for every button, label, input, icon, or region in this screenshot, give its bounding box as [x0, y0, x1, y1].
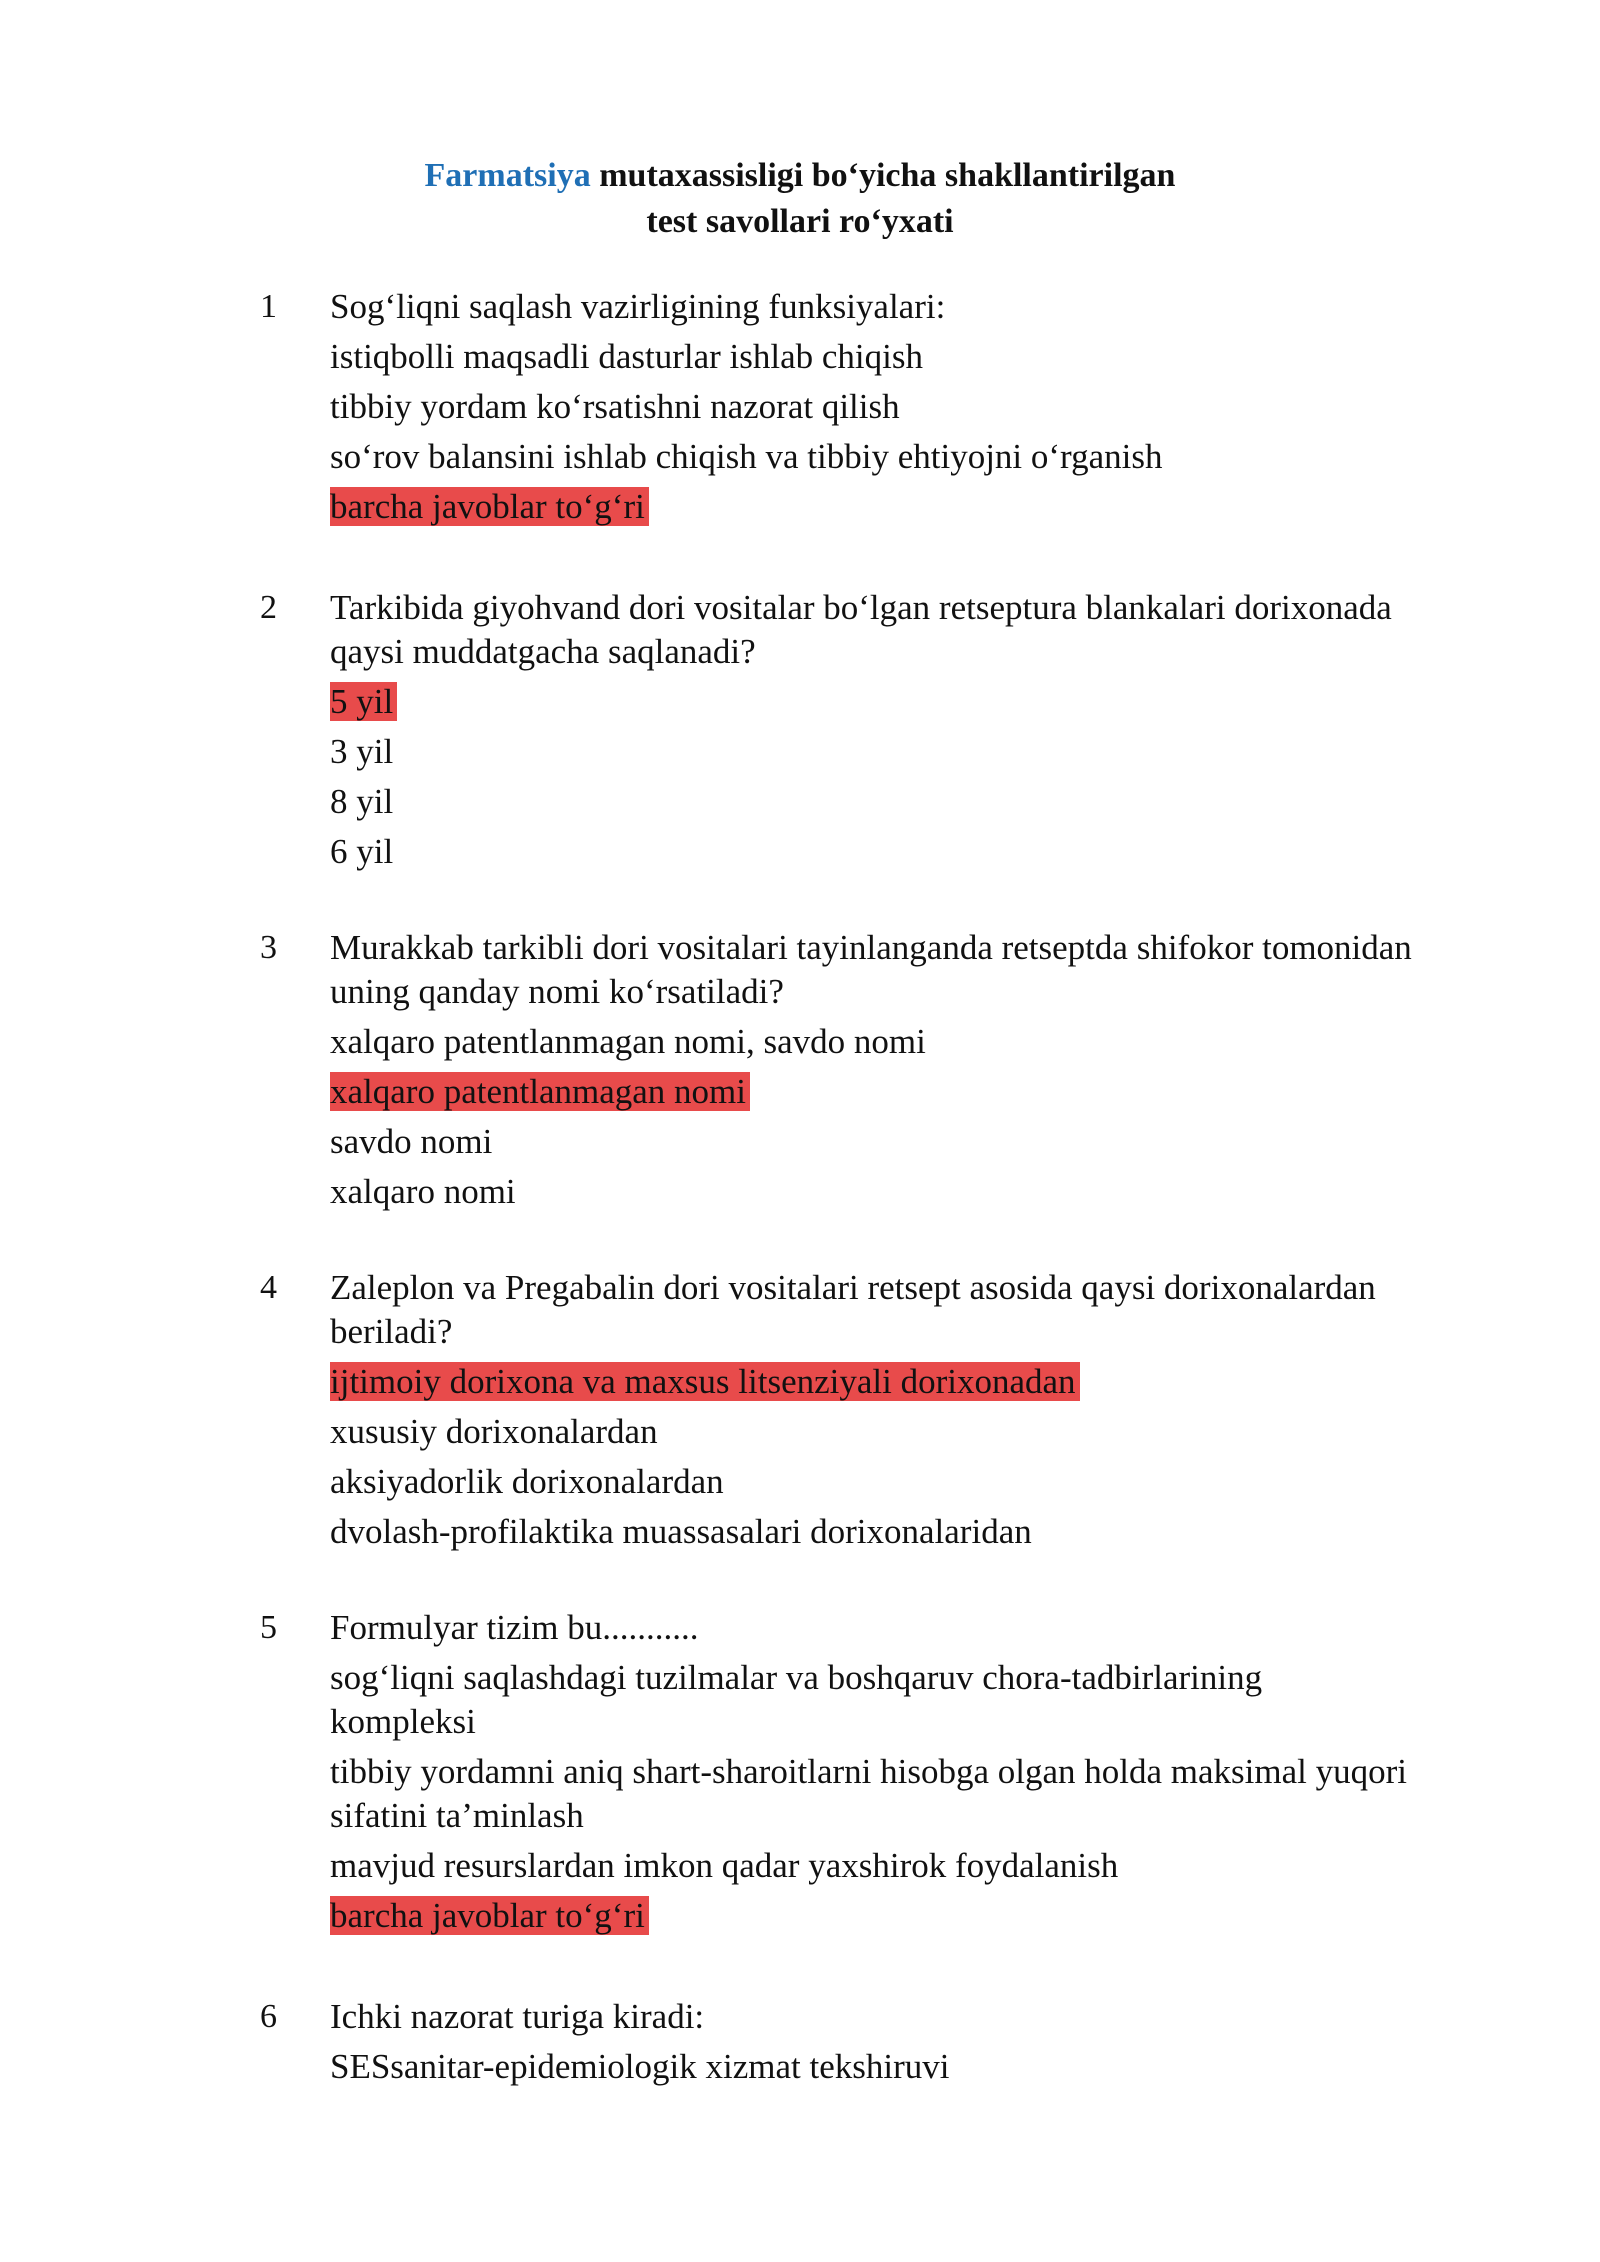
- answer-option: 6 yil: [330, 832, 394, 871]
- answer-option: xususiy dorixonalardan: [330, 1412, 658, 1451]
- question-stem: Tarkibida giyohvand dori vositalar bo‘lgan retseptura blankalari dorixonada qaysi muddatgacha saqlanadi?: [330, 588, 1392, 671]
- correct-answer-option: 5 yil: [330, 680, 1420, 724]
- answer-option: sog‘liqni saqlashdagi tuzilmalar va boshqaruv chora-tadbirlarining kompleksi: [330, 1658, 1263, 1741]
- answer-option: dvolash-profilaktika muassasalari dorixonalaridan: [330, 1512, 1032, 1551]
- question-number: 2: [260, 589, 277, 626]
- answer-option: tibbiy yordamni aniq shart-sharoitlarni hisobga olgan holda maksimal yuqori sifatini ta’minlash: [330, 1752, 1408, 1835]
- answer-option: savdo nomi: [330, 1122, 493, 1161]
- question-number: 5: [260, 1609, 277, 1646]
- question-stem: Murakkab tarkibli dori vositalari tayinlanganda retseptda shifokor tomonidan uning qanday nomi ko‘rsatiladi?: [330, 928, 1412, 1011]
- question-stem: Formulyar tizim bu...........: [330, 1608, 699, 1647]
- answer-option: 8 yil: [330, 782, 394, 821]
- answer-option: xalqaro nomi: [330, 1172, 516, 1211]
- title-rest: mutaxassisligi bo‘yicha shakllantirilgan: [599, 157, 1176, 194]
- correct-answer-option: barcha javoblar to‘g‘ri: [330, 485, 1420, 529]
- answer-option: tibbiy yordam ko‘rsatishni nazorat qilish: [330, 387, 900, 426]
- question-number: 1: [260, 288, 277, 325]
- question-stem: Ichki nazorat turiga kiradi:: [330, 1997, 705, 2036]
- answer-option: istiqbolli maqsadli dasturlar ishlab chiqish: [330, 337, 923, 376]
- correct-answer-option: xalqaro patentlanmagan nomi: [330, 1070, 1420, 1114]
- answer-option: 3 yil: [330, 732, 394, 771]
- document-title-line-1: [0, 153, 1600, 199]
- question-number: 4: [260, 1269, 277, 1306]
- question-stem: Sog‘liqni saqlash vazirligining funksiyalari:: [330, 287, 946, 326]
- answer-option: so‘rov balansini ishlab chiqish va tibbiy ehtiyojni o‘rganish: [330, 437, 1163, 476]
- question-number: 3: [260, 929, 277, 966]
- question-number: 6: [260, 1998, 277, 2035]
- answer-option: aksiyadorlik dorixonalardan: [330, 1462, 724, 1501]
- correct-answer-option: ijtimoiy dorixona va maxsus litsenziyali dorixonadan: [330, 1360, 1420, 1404]
- question-stem: Zaleplon va Pregabalin dori vositalari retsept asosida qaysi dorixonalardan beriladi?: [330, 1268, 1376, 1351]
- answer-option: SESsanitar-epidemiologik xizmat tekshiruvi: [330, 2047, 950, 2086]
- correct-answer-option: barcha javoblar to‘g‘ri: [330, 1894, 1420, 1938]
- answer-option: mavjud resurslardan imkon qadar yaxshirok foydalanish: [330, 1846, 1119, 1885]
- document-title-line-2: test savollari ro‘yxati: [646, 203, 954, 240]
- answer-option: xalqaro patentlanmagan nomi, savdo nomi: [330, 1022, 926, 1061]
- title-accent-word: Farmatsiya: [424, 157, 591, 194]
